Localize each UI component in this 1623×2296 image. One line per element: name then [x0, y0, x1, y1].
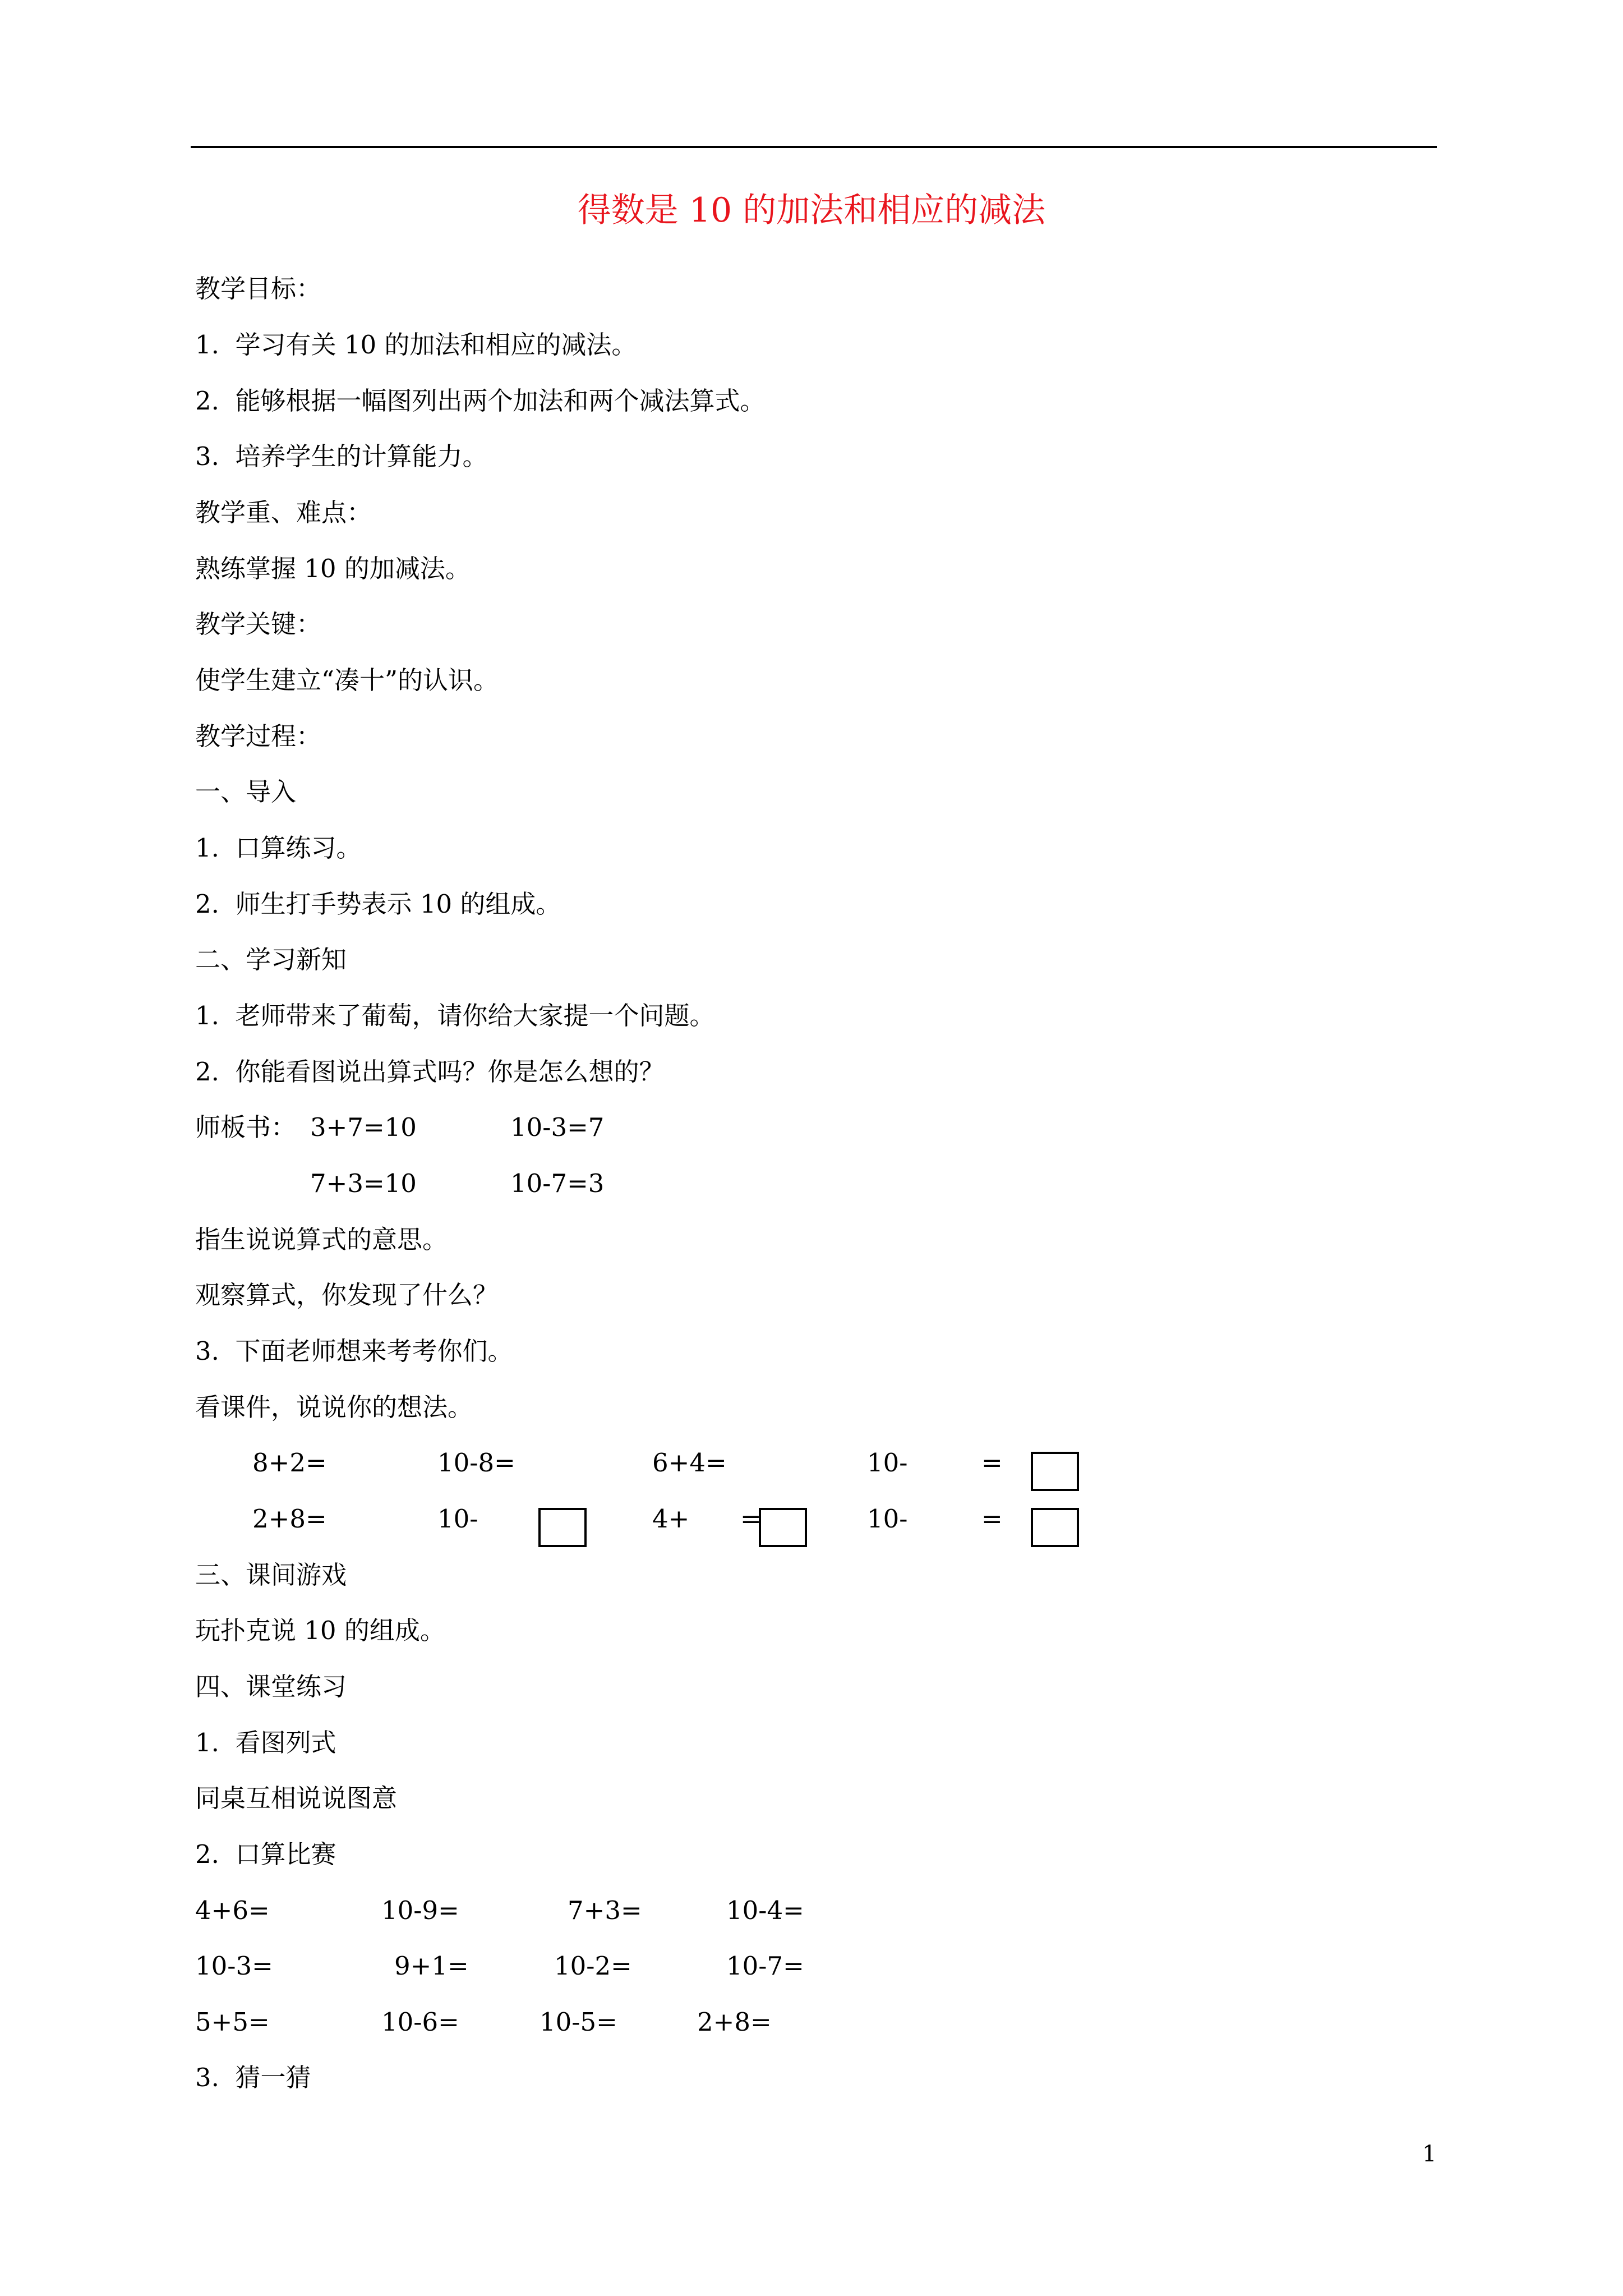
exercise-equation: 10-8=	[437, 1448, 515, 1478]
part3-heading: 三、课间游戏	[195, 1560, 347, 1590]
contest-equation: 10-5=	[540, 2007, 617, 2037]
exercise-equation: 8+2=	[252, 1448, 327, 1478]
board-equation: 3+7=10	[310, 1112, 417, 1142]
goal-heading: 教学目标：	[195, 274, 322, 303]
contest-equation: 4+6=	[195, 1895, 270, 1925]
answer-box[interactable]	[538, 1508, 587, 1547]
board-equation: 10-7=3	[510, 1168, 605, 1198]
goal-item-3: 3. 培养学生的计算能力。	[195, 441, 488, 471]
contest-equation: 9+1=	[394, 1951, 469, 1981]
exercise-equation: 10-	[437, 1504, 478, 1534]
observe-text: 观察算式，你发现了什么？	[195, 1280, 499, 1310]
goal-item-2: 2. 能够根据一幅图列出两个加法和两个减法算式。	[195, 386, 766, 416]
board-equation: 10-3=7	[510, 1112, 605, 1142]
contest-equation: 10-2=	[554, 1951, 632, 1981]
board-equation: 7+3=10	[310, 1168, 417, 1198]
contest-equation: 10-9=	[381, 1895, 459, 1925]
header-rule	[191, 146, 1437, 148]
contest-equation: 10-6=	[381, 2007, 459, 2037]
focus-heading: 教学重、难点：	[195, 498, 372, 527]
exercise-equation: 10-	[867, 1448, 908, 1478]
answer-box[interactable]	[759, 1508, 807, 1547]
part1-item-2: 2. 师生打手势表示 10 的组成。	[195, 889, 561, 919]
key-heading: 教学关键：	[195, 609, 322, 639]
contest-equation: 5+5=	[195, 2007, 270, 2037]
part4-item-1-text: 同桌互相说说图意	[195, 1783, 398, 1813]
process-heading: 教学过程：	[195, 721, 322, 751]
exercise-equation: 2+8=	[252, 1504, 327, 1534]
part4-item-2: 2. 口算比赛	[195, 1839, 336, 1869]
contest-equation: 2+8=	[697, 2007, 772, 2037]
answer-box[interactable]	[1031, 1508, 1079, 1547]
part4-item-3: 3. 猜一猜	[195, 2063, 311, 2092]
exercise-equation: 10-	[867, 1504, 908, 1534]
part2-item-2: 2. 你能看图说出算式吗？你是怎么想的？	[195, 1057, 665, 1087]
part4-heading: 四、课堂练习	[195, 1672, 347, 1701]
key-text: 使学生建立“凑十”的认识。	[195, 665, 499, 695]
part2-item-1: 1. 老师带来了葡萄，请你给大家提一个问题。	[195, 1001, 715, 1030]
page-title: 得数是 10 的加法和相应的减法	[577, 191, 1046, 230]
contest-equation: 10-7=	[726, 1951, 804, 1981]
page-number: 1	[1422, 2141, 1437, 2167]
exercise-equation: 4+	[652, 1504, 690, 1534]
contest-equation: 10-4=	[726, 1895, 804, 1925]
focus-text: 熟练掌握 10 的加减法。	[195, 554, 471, 583]
courseware-text: 看课件，说说你的想法。	[195, 1392, 473, 1422]
exercise-equation: =	[740, 1504, 762, 1534]
exercise-equation: =	[981, 1504, 1003, 1534]
part1-heading: 一、导入	[195, 777, 297, 807]
part1-item-1: 1. 口算练习。	[195, 833, 362, 863]
board-label: 师板书：	[195, 1112, 297, 1142]
contest-equation: 10-3=	[195, 1951, 273, 1981]
answer-box[interactable]	[1031, 1452, 1079, 1491]
goal-item-1: 1. 学习有关 10 的加法和相应的减法。	[195, 330, 637, 360]
exercise-equation: 6+4=	[652, 1448, 727, 1478]
part2-item-3: 3. 下面老师想来考考你们。	[195, 1336, 513, 1366]
exercise-equation: =	[981, 1448, 1003, 1478]
meaning-text: 指生说说算式的意思。	[195, 1225, 448, 1254]
part2-heading: 二、学习新知	[195, 945, 347, 974]
contest-equation: 7+3=	[568, 1895, 642, 1925]
part4-item-1: 1. 看图列式	[195, 1728, 336, 1757]
part3-text: 玩扑克说 10 的组成。	[195, 1616, 445, 1645]
